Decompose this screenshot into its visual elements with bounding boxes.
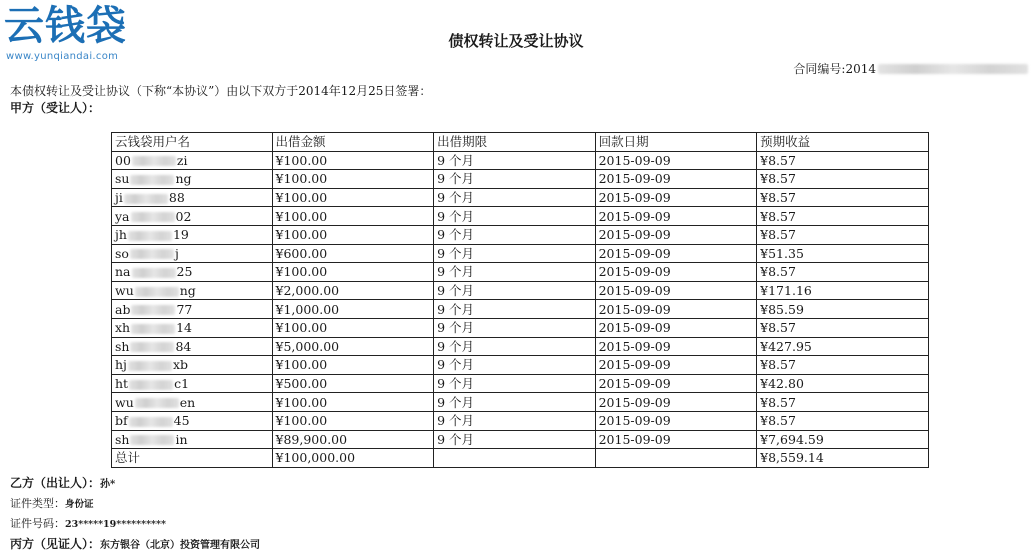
term-cell: 9 个月 bbox=[434, 374, 596, 393]
term-cell: 9 个月 bbox=[434, 393, 596, 412]
username-suffix: 77 bbox=[176, 301, 193, 317]
username-cell bbox=[112, 151, 273, 170]
expected-return-cell: ¥7,694.59 bbox=[757, 430, 929, 449]
username-suffix: en bbox=[179, 394, 196, 410]
expected-return-cell: ¥8.57 bbox=[757, 318, 929, 337]
amount-cell: ¥100.00 bbox=[272, 393, 434, 412]
party-b bbox=[10, 474, 115, 491]
repayment-date-cell: 2015-09-09 bbox=[595, 300, 757, 319]
username-prefix: xh bbox=[115, 320, 131, 336]
username-prefix: so bbox=[115, 245, 129, 261]
repayment-date-cell: 2015-09-09 bbox=[595, 188, 757, 207]
id-number-value: 23*****19********** bbox=[65, 519, 166, 530]
logo-url: www.yunqiandai.com bbox=[6, 51, 119, 62]
expected-return-cell: ¥8.57 bbox=[757, 393, 929, 412]
username-cell bbox=[112, 393, 273, 412]
expected-return-cell: ¥42.80 bbox=[757, 374, 929, 393]
term-cell: 9 个月 bbox=[434, 430, 596, 449]
username-cell bbox=[112, 281, 273, 300]
username-prefix: na bbox=[115, 264, 131, 280]
redacted-contract-number bbox=[878, 64, 1028, 74]
username-prefix: ab bbox=[115, 301, 131, 317]
total-amount: ¥100,000.00 bbox=[272, 449, 434, 468]
username-prefix: hj bbox=[115, 357, 127, 373]
redacted-username bbox=[135, 398, 179, 408]
amount-cell: ¥5,000.00 bbox=[272, 337, 434, 356]
id-type-value: 身份证 bbox=[65, 499, 94, 510]
header-term: 出借期限 bbox=[434, 133, 596, 152]
contract-number-label: 合同编号:2014 bbox=[793, 62, 876, 76]
username-cell bbox=[112, 263, 273, 282]
amount-cell: ¥600.00 bbox=[272, 244, 434, 263]
table-row bbox=[112, 374, 929, 393]
header-repayment-date: 回款日期 bbox=[595, 133, 757, 152]
redacted-username bbox=[131, 305, 175, 315]
term-cell: 9 个月 bbox=[434, 337, 596, 356]
table-row bbox=[112, 318, 929, 337]
username-cell bbox=[112, 300, 273, 319]
amount-cell: ¥100.00 bbox=[272, 207, 434, 226]
table-row bbox=[112, 430, 929, 449]
username-cell bbox=[112, 318, 273, 337]
redacted-username bbox=[130, 175, 174, 185]
term-cell: 9 个月 bbox=[434, 225, 596, 244]
table-row bbox=[112, 300, 929, 319]
amount-cell: ¥100.00 bbox=[272, 151, 434, 170]
expected-return-cell: ¥8.57 bbox=[757, 170, 929, 189]
id-type-label: 证件类型： bbox=[10, 497, 65, 510]
expected-return-cell: ¥8.57 bbox=[757, 188, 929, 207]
username-suffix: 14 bbox=[176, 320, 193, 336]
username-prefix: sh bbox=[115, 431, 130, 447]
amount-cell: ¥100.00 bbox=[272, 356, 434, 375]
amount-cell: ¥100.00 bbox=[272, 411, 434, 430]
table-row bbox=[112, 188, 929, 207]
repayment-date-cell: 2015-09-09 bbox=[595, 244, 757, 263]
username-cell bbox=[112, 207, 273, 226]
username-prefix: ya bbox=[115, 208, 130, 224]
amount-cell: ¥100.00 bbox=[272, 170, 434, 189]
repayment-date-cell: 2015-09-09 bbox=[595, 374, 757, 393]
username-cell bbox=[112, 170, 273, 189]
redacted-username bbox=[130, 249, 174, 259]
username-suffix: c1 bbox=[174, 376, 190, 392]
transfer-table bbox=[111, 132, 929, 468]
table-row bbox=[112, 263, 929, 282]
username-suffix: 02 bbox=[175, 208, 192, 224]
username-prefix: wu bbox=[115, 283, 134, 299]
repayment-date-cell: 2015-09-09 bbox=[595, 411, 757, 430]
expected-return-cell: ¥8.57 bbox=[757, 263, 929, 282]
table-header-row bbox=[112, 133, 929, 152]
redacted-username bbox=[129, 417, 173, 427]
username-suffix: 19 bbox=[172, 227, 189, 243]
username-suffix: j bbox=[174, 245, 179, 261]
username-suffix: in bbox=[175, 431, 188, 447]
term-cell: 9 个月 bbox=[434, 188, 596, 207]
redacted-username bbox=[135, 287, 179, 297]
username-prefix: sh bbox=[115, 338, 130, 354]
expected-return-cell: ¥51.35 bbox=[757, 244, 929, 263]
repayment-date-cell: 2015-09-09 bbox=[595, 337, 757, 356]
table-row bbox=[112, 393, 929, 412]
expected-return-cell: ¥8.57 bbox=[757, 411, 929, 430]
table-row bbox=[112, 356, 929, 375]
party-c-name: 东方银谷（北京）投资管理有限公司 bbox=[100, 540, 261, 551]
term-cell: 9 个月 bbox=[434, 356, 596, 375]
repayment-date-cell: 2015-09-09 bbox=[595, 430, 757, 449]
repayment-date-cell: 2015-09-09 bbox=[595, 170, 757, 189]
username-suffix: 84 bbox=[175, 338, 192, 354]
expected-return-cell: ¥171.16 bbox=[757, 281, 929, 300]
repayment-date-cell: 2015-09-09 bbox=[595, 393, 757, 412]
term-cell: 9 个月 bbox=[434, 281, 596, 300]
expected-return-cell: ¥427.95 bbox=[757, 337, 929, 356]
username-suffix: 88 bbox=[168, 190, 185, 206]
term-cell: 9 个月 bbox=[434, 300, 596, 319]
total-label: 总计 bbox=[112, 449, 273, 468]
term-cell: 9 个月 bbox=[434, 151, 596, 170]
redacted-username bbox=[131, 324, 175, 334]
table-row bbox=[112, 281, 929, 300]
header-expected-return: 预期收益 bbox=[757, 133, 929, 152]
expected-return-cell: ¥8.57 bbox=[757, 207, 929, 226]
amount-cell: ¥2,000.00 bbox=[272, 281, 434, 300]
username-suffix: zi bbox=[176, 152, 188, 168]
table-row bbox=[112, 207, 929, 226]
username-cell bbox=[112, 225, 273, 244]
party-c-label: 丙方（见证人）： bbox=[10, 537, 101, 551]
username-suffix: 45 bbox=[173, 413, 190, 429]
expected-return-cell: ¥8.57 bbox=[757, 225, 929, 244]
redacted-username bbox=[128, 361, 172, 371]
party-a-label: 甲方（受让人）： bbox=[10, 101, 101, 115]
agreement-intro: 本债权转让及受让协议（下称“本协议”）由以下双方于2014年12月25日签署： bbox=[10, 84, 432, 98]
id-number bbox=[10, 515, 166, 531]
expected-return-cell: ¥8.57 bbox=[757, 356, 929, 375]
term-cell: 9 个月 bbox=[434, 318, 596, 337]
amount-cell: ¥1,000.00 bbox=[272, 300, 434, 319]
total-return: ¥8,559.14 bbox=[757, 449, 929, 468]
redacted-username bbox=[128, 231, 172, 241]
username-cell bbox=[112, 430, 273, 449]
table-row bbox=[112, 225, 929, 244]
redacted-username bbox=[130, 342, 174, 352]
repayment-date-cell: 2015-09-09 bbox=[595, 281, 757, 300]
table-row bbox=[112, 411, 929, 430]
total-date-empty bbox=[595, 449, 757, 468]
party-b-name: 孙* bbox=[100, 479, 116, 490]
redacted-username bbox=[131, 212, 175, 222]
repayment-date-cell: 2015-09-09 bbox=[595, 207, 757, 226]
username-cell bbox=[112, 356, 273, 375]
username-prefix: su bbox=[115, 171, 130, 187]
document-title: 债权转让及受让协议 bbox=[448, 32, 584, 50]
username-cell bbox=[112, 374, 273, 393]
repayment-date-cell: 2015-09-09 bbox=[595, 225, 757, 244]
username-prefix: ji bbox=[115, 190, 123, 206]
table-row bbox=[112, 151, 929, 170]
term-cell: 9 个月 bbox=[434, 263, 596, 282]
amount-cell: ¥100.00 bbox=[272, 263, 434, 282]
redacted-username bbox=[124, 194, 168, 204]
username-prefix: 00 bbox=[115, 152, 131, 168]
expected-return-cell: ¥8.57 bbox=[757, 151, 929, 170]
amount-cell: ¥100.00 bbox=[272, 318, 434, 337]
username-prefix: ht bbox=[115, 376, 129, 392]
amount-cell: ¥500.00 bbox=[272, 374, 434, 393]
redacted-username bbox=[129, 380, 173, 390]
party-b-label: 乙方（出让人）： bbox=[10, 476, 101, 490]
expected-return-cell: ¥85.59 bbox=[757, 300, 929, 319]
repayment-date-cell: 2015-09-09 bbox=[595, 356, 757, 375]
repayment-date-cell: 2015-09-09 bbox=[595, 263, 757, 282]
username-cell bbox=[112, 411, 273, 430]
username-prefix: bf bbox=[115, 413, 128, 429]
repayment-date-cell: 2015-09-09 bbox=[595, 318, 757, 337]
table-row bbox=[112, 337, 929, 356]
username-prefix: wu bbox=[115, 394, 134, 410]
amount-cell: ¥100.00 bbox=[272, 188, 434, 207]
repayment-date-cell: 2015-09-09 bbox=[595, 151, 757, 170]
term-cell: 9 个月 bbox=[434, 411, 596, 430]
term-cell: 9 个月 bbox=[434, 244, 596, 263]
table-row bbox=[112, 244, 929, 263]
term-cell: 9 个月 bbox=[434, 170, 596, 189]
username-suffix: ng bbox=[175, 171, 192, 187]
header-username: 云钱袋用户名 bbox=[112, 133, 273, 152]
logo-wordmark: 云钱袋 bbox=[4, 3, 127, 49]
username-cell bbox=[112, 188, 273, 207]
amount-cell: ¥89,900.00 bbox=[272, 430, 434, 449]
id-type bbox=[10, 495, 94, 511]
username-suffix: xb bbox=[172, 357, 188, 373]
username-cell bbox=[112, 244, 273, 263]
redacted-username bbox=[132, 268, 176, 278]
username-cell bbox=[112, 337, 273, 356]
total-row bbox=[112, 449, 929, 468]
username-suffix: 25 bbox=[176, 264, 193, 280]
redacted-username bbox=[132, 156, 176, 166]
contract-number bbox=[793, 60, 1028, 77]
party-c bbox=[10, 535, 260, 552]
username-prefix: jh bbox=[115, 227, 127, 243]
redacted-username bbox=[130, 435, 174, 445]
table-row bbox=[112, 170, 929, 189]
username-suffix: ng bbox=[179, 283, 196, 299]
total-term-empty bbox=[434, 449, 596, 468]
term-cell: 9 个月 bbox=[434, 207, 596, 226]
header-amount: 出借金额 bbox=[272, 133, 434, 152]
id-number-label: 证件号码： bbox=[10, 517, 65, 530]
amount-cell: ¥100.00 bbox=[272, 225, 434, 244]
